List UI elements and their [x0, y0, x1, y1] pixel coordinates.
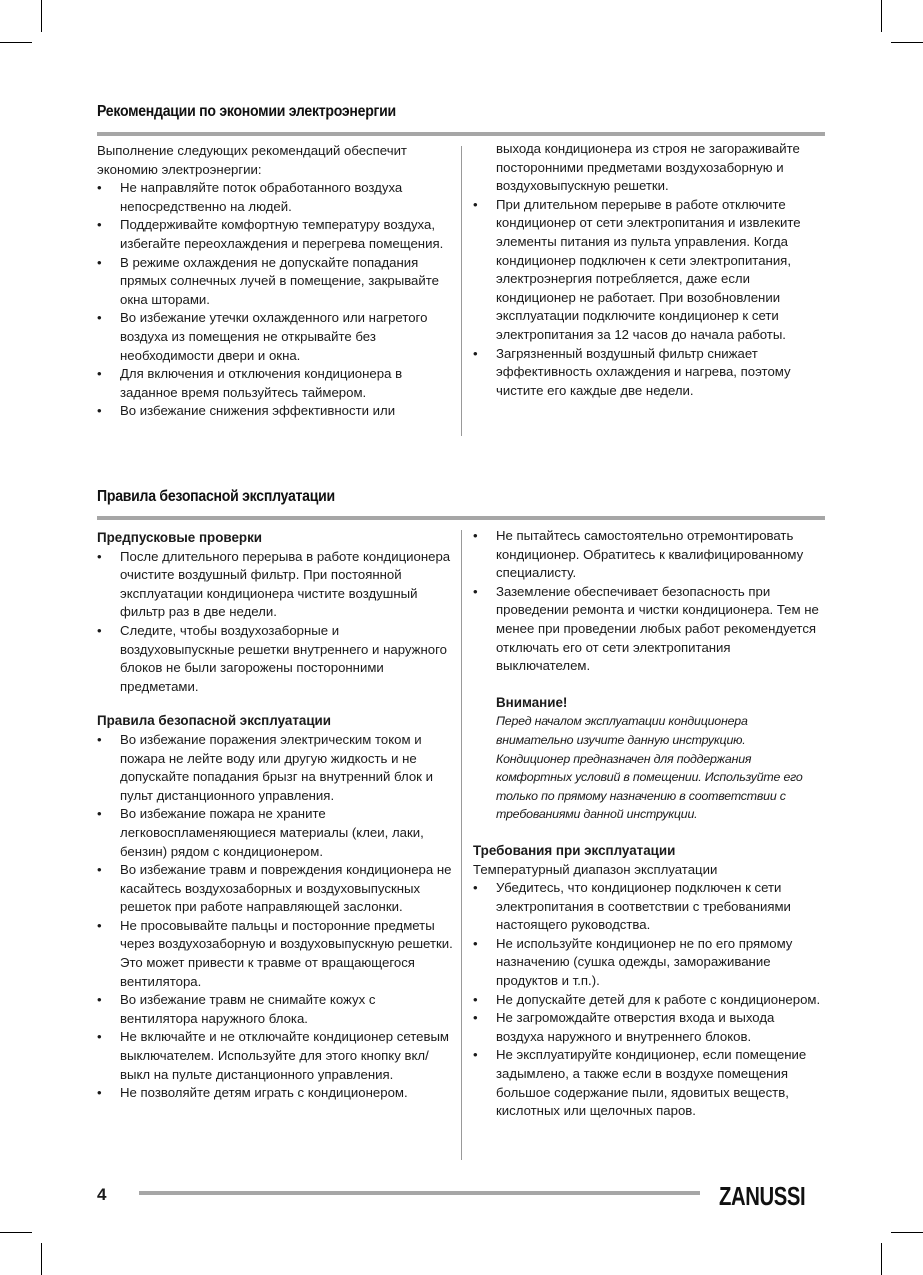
list-item: • Убедитесь, что кондиционер подключен к сети электропитания в соответствии с требованиями настоящего руководства. [473, 879, 825, 935]
energy-left-list [97, 179, 453, 421]
column-divider [461, 530, 462, 1160]
energy-right-list [473, 196, 825, 401]
list-item: • Во избежание снижения эффективности или [97, 402, 453, 421]
attention-heading: Внимание! [496, 694, 568, 710]
list-item: • При длительном перерыве в работе отключите кондиционер от сети электропитания и извлеките элементы питания из пульта управления. Когда кондиционер подключен к сети электропитания, электроэнергия потребляется, даже если кондиционер не работает. При возобновлении эксплуатации подключите кондиционер к сети электропитания за 12 часов до начала работы. [473, 196, 825, 345]
crop-mark [41, 1243, 42, 1275]
list-item: • Поддерживайте комфортную температуру воздуха, избегайте переохлаждения и перегрева помещения. [97, 216, 453, 253]
prestart-list [97, 548, 453, 697]
crop-mark [891, 42, 923, 43]
list-item: • Не включайте и не отключайте кондиционер сетевым выключателем. Используйте для этого кнопку вкл/выкл на пульте дистанционного управления. [97, 1028, 453, 1084]
list-item: • Во избежание травм и повреждения кондиционера не касайтесь воздухозаборных и воздуховыпускных решеток при работе направляющей заслонки. [97, 861, 453, 917]
list-item: • Для включения и отключения кондиционера в заданное время пользуйтесь таймером. [97, 365, 453, 402]
list-item: • Следите, чтобы воздухозаборные и воздуховыпускные решетки внутреннего и наружного блоков не были загорожены посторонними предметами. [97, 622, 453, 696]
section-title-safety: Правила безопасной эксплуатации [97, 488, 335, 505]
prestart-heading: Предпусковые проверки [97, 530, 263, 545]
attention-text: Перед началом эксплуатации кондиционера внимательно изучите данную инструкцию. [496, 714, 748, 747]
energy-continuation: выхода кондиционера из строя не загораживайте посторонними предметами воздухозаборную и воздуховыпускную решетки. [496, 141, 800, 194]
safety-right-column [473, 527, 825, 1121]
section-rule [97, 132, 825, 136]
list-item: • Во избежание поражения электрическим током и пожара не лейте воду или другую жидкость и не допускайте попадания брызг на внутренний блок и пульт дистанционного управления. [97, 731, 453, 805]
safety-left-column [97, 529, 453, 1103]
page-number: 4 [97, 1185, 107, 1204]
crop-mark [0, 42, 32, 43]
requirements-list [473, 879, 825, 1121]
crop-mark [0, 1232, 32, 1233]
list-item: • Загрязненный воздушный фильтр снижает эффективность охлаждения и нагрева, поэтому чистите его каждые две недели. [473, 345, 825, 401]
requirements-heading: Требования при эксплуатации [473, 842, 676, 858]
crop-mark [881, 0, 882, 32]
list-item: • Во избежание утечки охлажденного или нагретого воздуха из помещения не открывайте без необходимости двери и окна. [97, 309, 453, 365]
requirements-intro: Температурный диапазон эксплуатации [473, 861, 718, 877]
energy-right-column [473, 140, 825, 400]
list-item: • Не просовывайте пальцы и посторонние предметы через воздухозаборную и воздуховыпускную решетки. Это может привести к травме от вращающегося вентилятора. [97, 917, 453, 991]
repair-list [473, 527, 825, 676]
footer-rule [139, 1191, 700, 1195]
brand-logo: ZANUSSI [719, 1181, 806, 1211]
list-item: • После длительного перерыва в работе кондиционера очистите воздушный фильтр. При постоянной эксплуатации кондиционера чистите воздушный фильтр раз в две недели. [97, 548, 453, 622]
crop-mark [41, 0, 42, 32]
list-item: • В режиме охлаждения не допускайте попадания прямых солнечных лучей в помещение, закрывайте окна шторами. [97, 254, 453, 310]
energy-left-column [97, 142, 453, 421]
rules-heading: Правила безопасной эксплуатации [97, 713, 332, 729]
section-rule [97, 516, 825, 520]
list-item: • Не направляйте поток обработанного воздуха непосредственно на людей. [97, 179, 453, 216]
list-item: • Во избежание травм не снимайте кожух с вентилятора наружного блока. [97, 991, 453, 1028]
crop-mark [881, 1243, 882, 1275]
list-item: • Не позволяйте детям играть с кондиционером. [97, 1084, 453, 1103]
list-item: • Не загромождайте отверстия входа и выхода воздуха наружного и внутреннего блоков. [473, 1009, 825, 1046]
list-item: • Не эксплуатируйте кондиционер, если помещение задымлено, а также если в воздухе помещения большое содержание пыли, ядовитых веществ, кислотных или щелочных паров. [473, 1046, 825, 1120]
attention-text: Кондиционер предназначен для поддержания комфортных условий в помещении. Используйте его только по прямому назначению в соответствии с требованиями данной инструкции. [496, 751, 803, 822]
list-item: • Заземление обеспечивает безопасность при проведении ремонта и чистки кондиционера. Тем не менее при проведении любых работ рекомендуется отключать его от сети электропитания выключателем. [473, 583, 825, 676]
list-item: • Не пытайтесь самостоятельно отремонтировать кондиционер. Обратитесь к квалифицированному специалисту. [473, 527, 825, 583]
section-title-energy: Рекомендации по экономии электроэнергии [97, 103, 396, 120]
attention-block [473, 694, 825, 824]
energy-intro: Выполнение следующих рекомендаций обеспечит экономию электроэнергии: [97, 143, 407, 177]
column-divider [461, 146, 462, 436]
list-item: • Во избежание пожара не храните легковоспламеняющиеся материалы (клеи, лаки, бензин) рядом с кондиционером. [97, 805, 453, 861]
list-item: • Не используйте кондиционер не по его прямому назначению (сушка одежды, замораживание продуктов и т.п.). [473, 935, 825, 991]
rules-list [97, 731, 453, 1103]
crop-mark [891, 1232, 923, 1233]
list-item: • Не допускайте детей для к работе с кондиционером. [473, 991, 825, 1010]
